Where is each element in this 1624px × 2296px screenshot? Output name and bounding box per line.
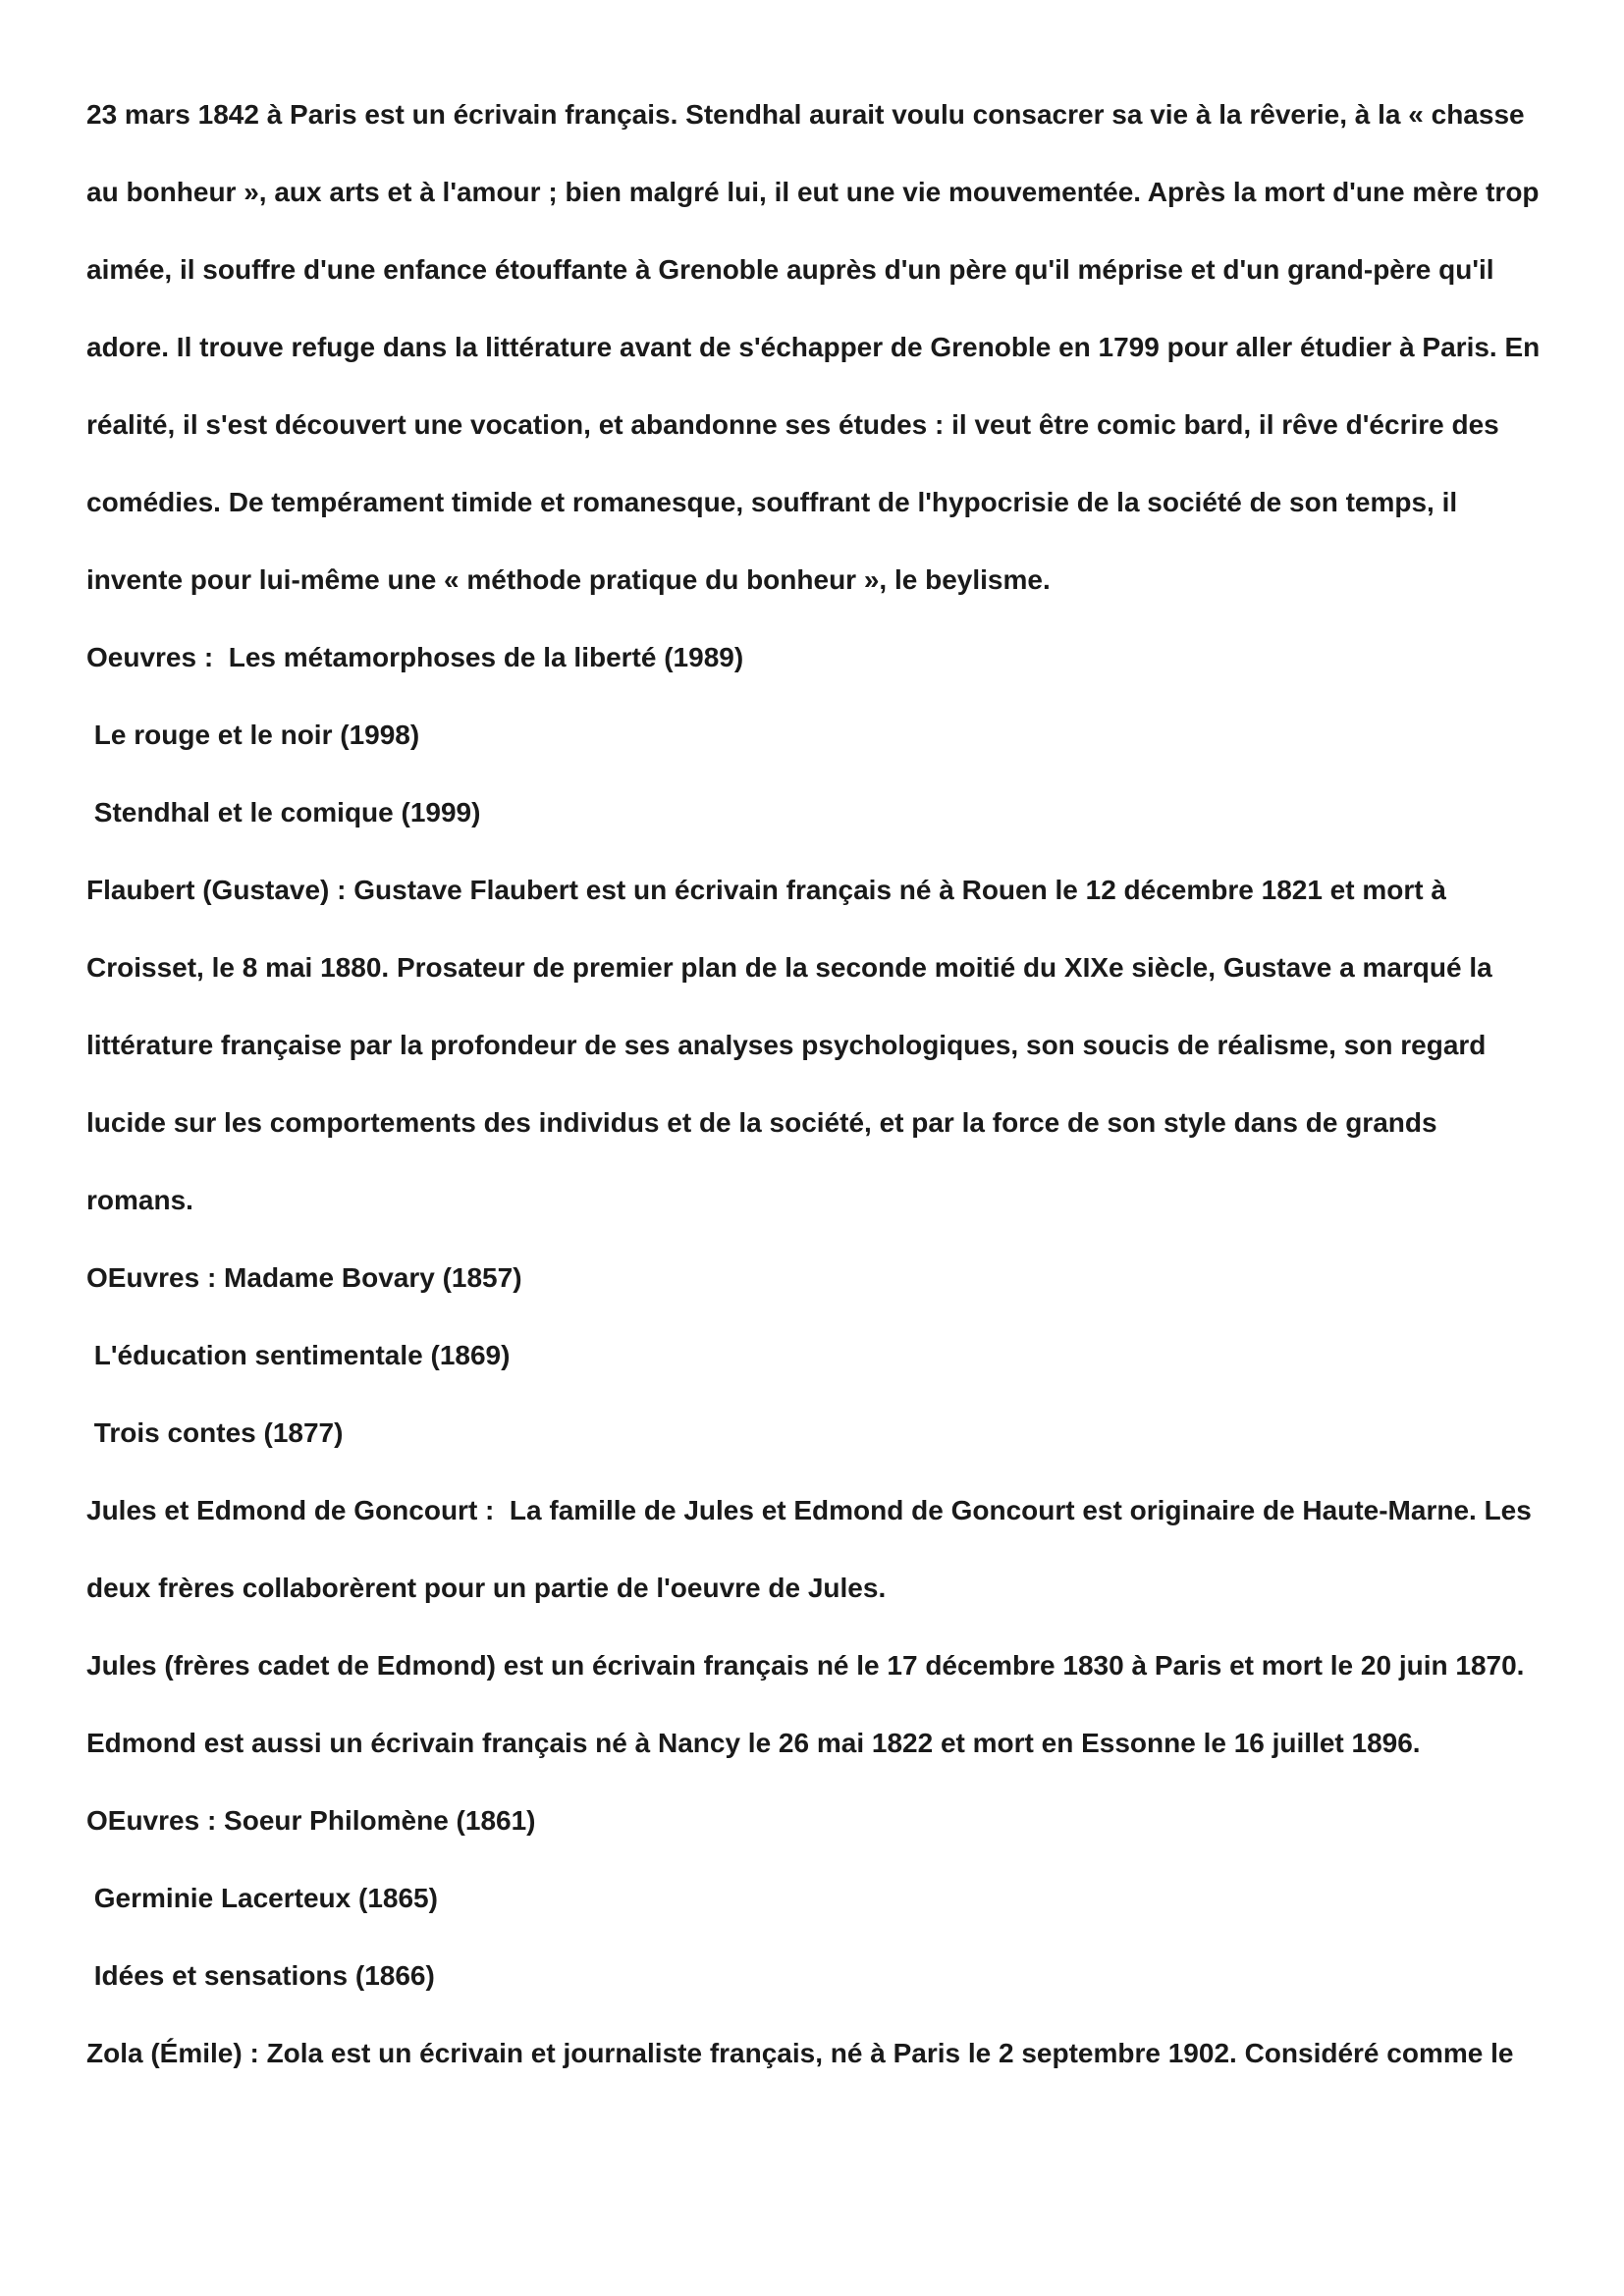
work-item: L'éducation sentimentale (1869) <box>86 1340 511 1370</box>
work-item: Trois contes (1877) <box>86 1417 344 1448</box>
text-line: adore. Il trouve refuge dans la littérature avant de s'échapper de Grenoble en 1799 pour aller étudier à Paris. En <box>86 332 1541 362</box>
text-line: Edmond est aussi un écrivain français né à Nancy le 26 mai 1822 et mort en Essonne le 16 juillet 1896. <box>86 1728 1421 1758</box>
text-line: Jules et Edmond de Goncourt : La famille de Jules et Edmond de Goncourt est originaire de Haute-Marne. Les <box>86 1495 1532 1525</box>
work-item: Stendhal et le comique (1999) <box>86 797 481 828</box>
text-line: Jules (frères cadet de Edmond) est un écrivain français né le 17 décembre 1830 à Paris et mort le 20 juin 1870. <box>86 1650 1525 1681</box>
works-heading: Oeuvres : Les métamorphoses de la liberté (1989) <box>86 642 744 672</box>
text-line: aimée, il souffre d'une enfance étouffante à Grenoble auprès d'un père qu'il méprise et d'un grand-père qu'il <box>86 254 1494 285</box>
work-item: Germinie Lacerteux (1865) <box>86 1883 438 1913</box>
text-line: Flaubert (Gustave) : Gustave Flaubert est un écrivain français né à Rouen le 12 décembre 1821 et mort à <box>86 875 1446 905</box>
works-heading: OEuvres : Soeur Philomène (1861) <box>86 1805 536 1836</box>
text-line: lucide sur les comportements des individus et de la société, et par la force de son style dans de grands <box>86 1107 1437 1138</box>
text-line: littérature française par la profondeur de ses analyses psychologiques, son soucis de réalisme, son regard <box>86 1030 1487 1060</box>
text-line: invente pour lui-même une « méthode pratique du bonheur », le beylisme. <box>86 564 1051 595</box>
work-item: Idées et sensations (1866) <box>86 1960 435 1991</box>
text-line: réalité, il s'est découvert une vocation, et abandonne ses études : il veut être comic bard, il rêve d'écrire des <box>86 409 1499 440</box>
text-line: Zola (Émile) : Zola est un écrivain et journaliste français, né à Paris le 2 septembre 1902. Considéré comme le <box>86 2038 1514 2068</box>
text-line: romans. <box>86 1185 193 1215</box>
text-line: deux frères collaborèrent pour un partie de l'oeuvre de Jules. <box>86 1573 887 1603</box>
works-heading: OEuvres : Madame Bovary (1857) <box>86 1262 522 1293</box>
text-line: au bonheur », aux arts et à l'amour ; bien malgré lui, il eut une vie mouvementée. Après la mort d'une mère trop <box>86 177 1540 207</box>
text-line: 23 mars 1842 à Paris est un écrivain français. Stendhal aurait voulu consacrer sa vie à la rêverie, à la « chasse <box>86 99 1525 130</box>
text-line: Croisset, le 8 mai 1880. Prosateur de premier plan de la seconde moitié du XIXe siècle, Gustave a marqué la <box>86 952 1492 983</box>
work-item: Le rouge et le noir (1998) <box>86 720 420 750</box>
text-line: comédies. De tempérament timide et romanesque, souffrant de l'hypocrisie de la société de son temps, il <box>86 487 1458 517</box>
